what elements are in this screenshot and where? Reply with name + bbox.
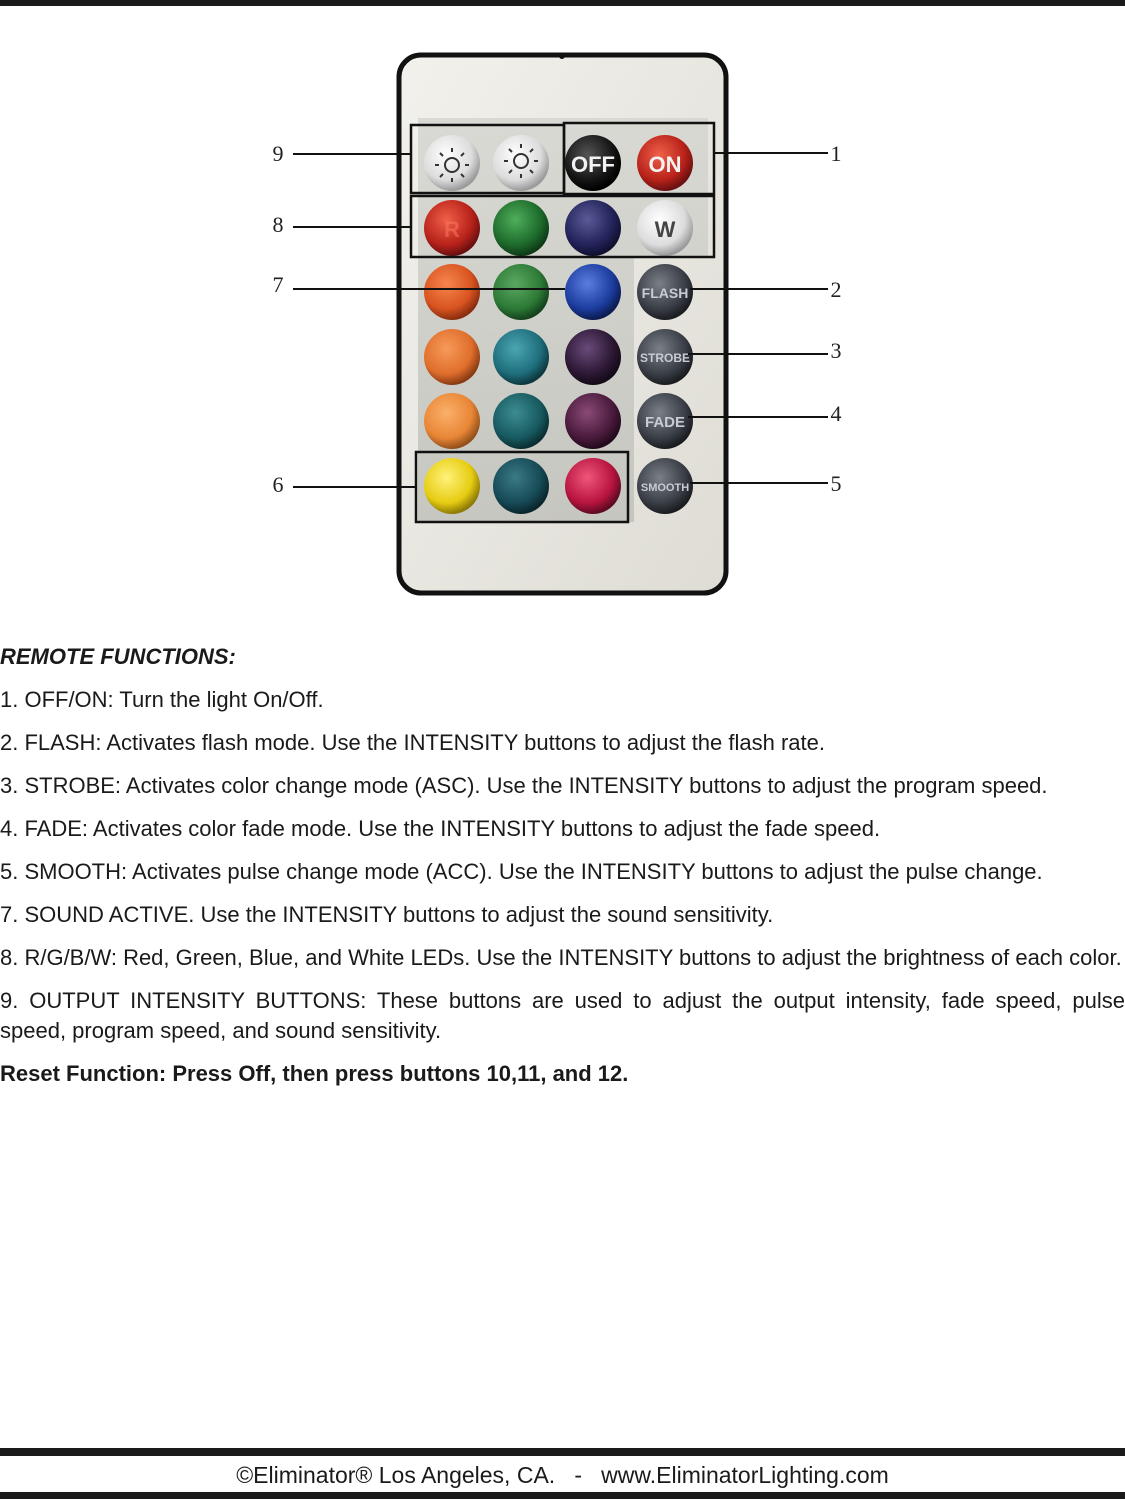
- color-button: [424, 329, 480, 385]
- color-button: [565, 329, 621, 385]
- color-button: [493, 393, 549, 449]
- color-button: [493, 458, 549, 514]
- callout-5: 5: [830, 471, 842, 496]
- callout-6: 6: [272, 472, 284, 497]
- white-button-label: W: [654, 217, 676, 242]
- red-button-label: R: [444, 217, 460, 242]
- blue-button: [565, 200, 621, 256]
- footer-rule-top: [0, 1448, 1125, 1456]
- callout-4: 4: [830, 401, 842, 426]
- color-button: [493, 329, 549, 385]
- remote-functions-section: [0, 642, 1125, 1089]
- color-button: [424, 458, 480, 514]
- color-button: [565, 264, 621, 320]
- function-item-fade: 4. FADE: Activates color fade mode. Use the INTENSITY buttons to adjust the fade speed.: [0, 816, 881, 841]
- callout-8: 8: [272, 212, 284, 237]
- color-button: [424, 393, 480, 449]
- function-item-flash: 2. FLASH: Activates flash mode. Use the INTENSITY buttons to adjust the flash rate.: [0, 730, 825, 755]
- green-button: [493, 200, 549, 256]
- remote-diagram: [0, 0, 1125, 620]
- fade-button-label: FADE: [644, 414, 686, 431]
- function-item-strobe: 3. STROBE: Activates color change mode (ASC). Use the INTENSITY buttons to adjust the program speed.: [0, 773, 1048, 798]
- intensity-up-button: [424, 135, 480, 191]
- color-button: [565, 458, 621, 514]
- flash-button-label: FLASH: [641, 285, 689, 301]
- callout-2: 2: [830, 277, 842, 302]
- strobe-button-label: STROBE: [639, 351, 691, 365]
- off-button-label: OFF: [571, 152, 615, 177]
- footer-copyright: ©Eliminator® Los Angeles, CA. - www.EliminatorLighting.com: [236, 1462, 889, 1488]
- function-item-sound-active: 7. SOUND ACTIVE. Use the INTENSITY buttons to adjust the sound sensitivity.: [0, 902, 774, 927]
- intensity-down-button: [493, 135, 549, 191]
- function-item-smooth: 5. SMOOTH: Activates pulse change mode (ACC). Use the INTENSITY buttons to adjust the pulse change.: [0, 859, 1043, 884]
- callout-9: 9: [272, 141, 284, 166]
- color-button: [493, 264, 549, 320]
- function-item-off-on: 1. OFF/ON: Turn the light On/Off.: [0, 687, 324, 712]
- callout-3: 3: [830, 338, 842, 363]
- callout-7: 7: [272, 272, 284, 297]
- color-button: [424, 264, 480, 320]
- remote-illustration: [0, 0, 1125, 620]
- reset-function-note: Reset Function: Press Off, then press buttons 10,11, and 12.: [0, 1061, 629, 1086]
- color-button: [565, 393, 621, 449]
- on-button-label: ON: [648, 152, 682, 177]
- callout-1: 1: [830, 141, 842, 166]
- section-heading: REMOTE FUNCTIONS:: [0, 644, 236, 669]
- function-item-intensity: 9. OUTPUT INTENSITY BUTTONS: These buttons are used to adjust the output intensity, fade speed, pulse speed, program speed, and sound sensitivity.: [0, 988, 1125, 1043]
- function-item-rgbw: 8. R/G/B/W: Red, Green, Blue, and White LEDs. Use the INTENSITY buttons to adjust the brightness of each color.: [0, 945, 1122, 970]
- smooth-button-label: SMOOTH: [640, 482, 690, 494]
- footer-rule-bottom: [0, 1492, 1125, 1499]
